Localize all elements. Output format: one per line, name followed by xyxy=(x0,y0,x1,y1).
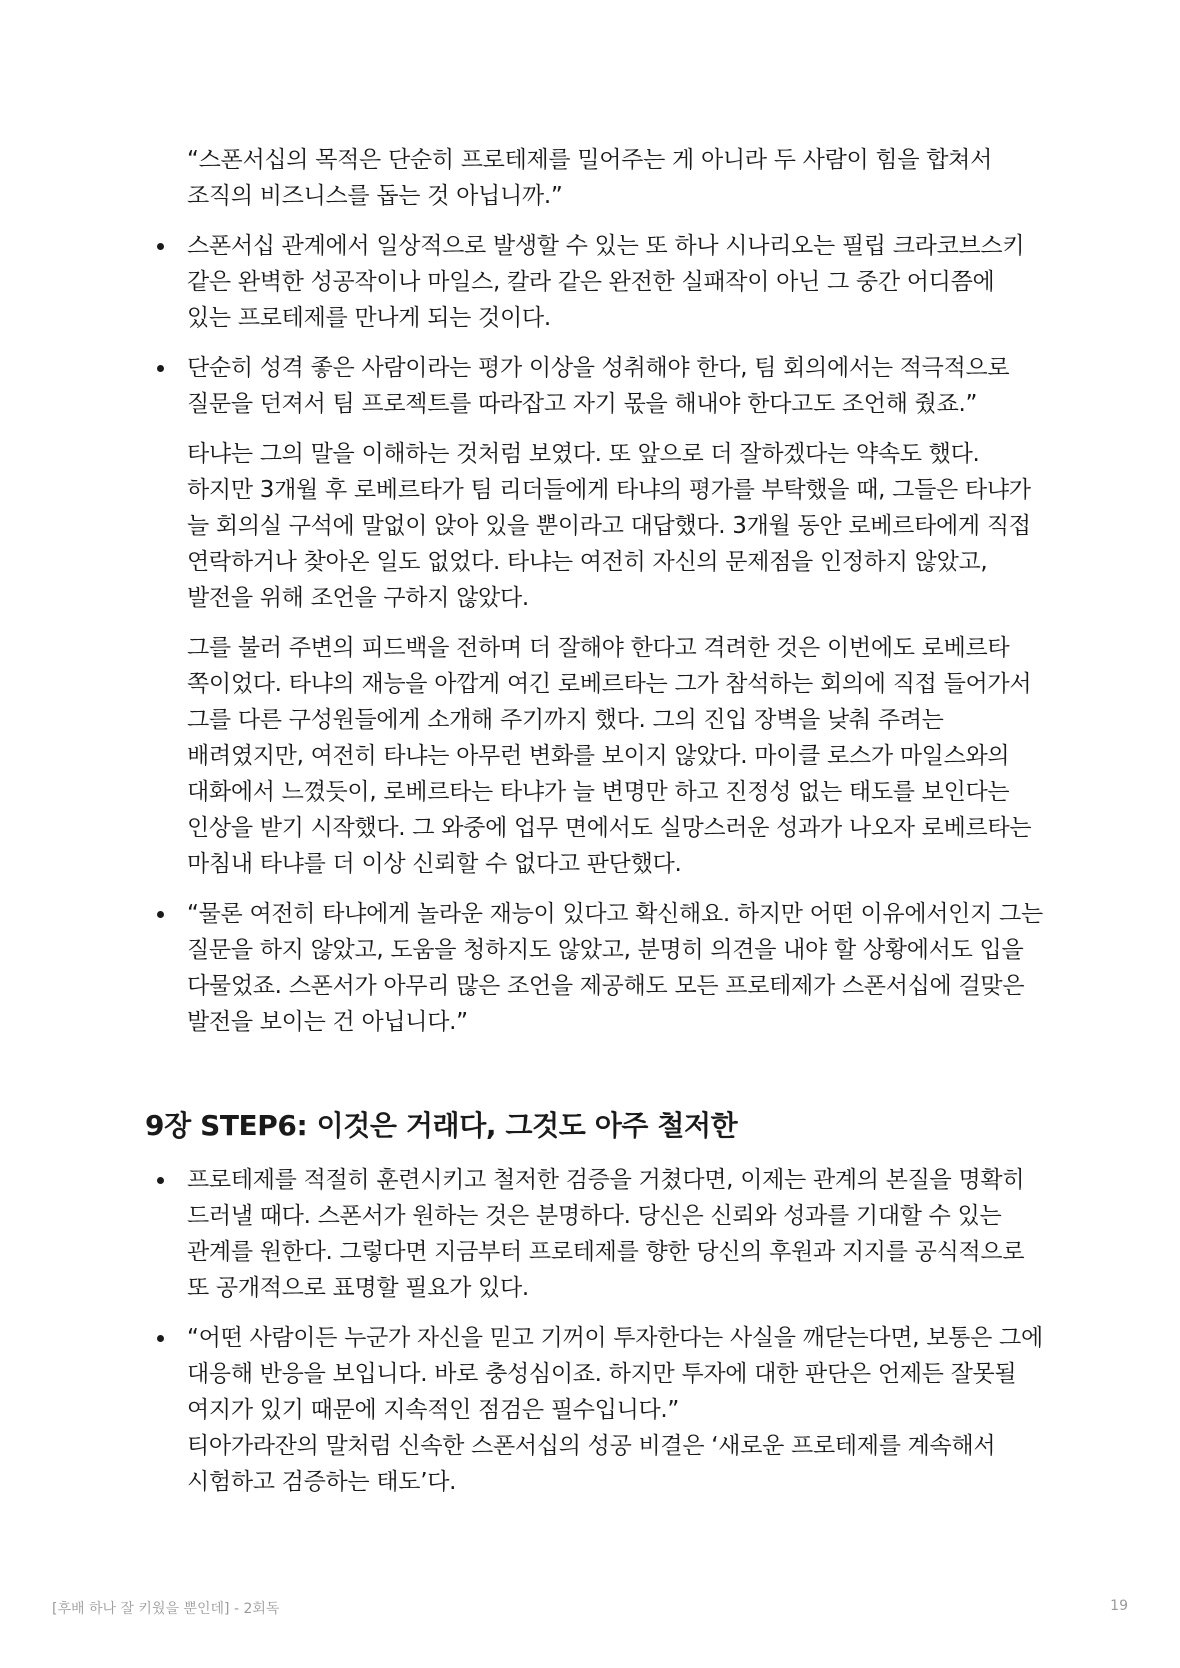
list-item-text: 스폰서십 관계에서 일상적으로 발생할 수 있는 또 하나 시나리오는 필립 크라코브스키 같은 완벽한 성공작이나 마일스, 칼라 같은 완전한 실패작이 아닌 그 중간 어디쯤에 있는 프로테제를 만나게 되는 것이다. xyxy=(187,233,1025,331)
list-item xyxy=(145,896,1045,1040)
list-item xyxy=(145,1320,1045,1500)
section-heading: 9장 STEP6: 이것은 거래다, 그것도 아주 철저한 xyxy=(145,1109,738,1142)
paragraph-text: 그를 불러 주변의 피드백을 전하며 더 잘해야 한다고 격려한 것은 이번에도 로베르타 쪽이었다. 타냐의 재능을 아깝게 여긴 로베르타는 그가 참석하는 회의에 직접 들어가서 그를 다른 구성원들에게 소개해 주기까지 했다. 그의 진입 장벽을 낮춰 주려는 배려였지만, 여전히 타냐는 아무런 변화를 보이지 않았다. 마이클 로스가 마일스와의 대화에서 느꼈듯이, 로베르타는 타냐가 늘 변명만 하고 진정성 없는 태도를 보인다는 인상을 받기 시작했다. 그 와중에 업무 면에서도 실망스러운 성과가 나오자 로베르타는 마침내 타냐를 더 이상 신뢰할 수 없다고 판단했다. xyxy=(187,635,1032,877)
bullet-icon xyxy=(157,1335,164,1342)
body-paragraph xyxy=(145,436,1045,616)
paragraph-text: 타냐는 그의 말을 이해하는 것처럼 보였다. 또 앞으로 더 잘하겠다는 약속도 했다. 하지만 3개월 후 로베르타가 팀 리더들에게 타냐의 평가를 부탁했을 때, 그들은 타냐가 늘 회의실 구석에 말없이 앉아 있을 뿐이라고 대답했다. 3개월 동안 로베르타에게 직접 연락하거나 찾아온 일도 없었다. 타냐는 여전히 자신의 문제점을 인정하지 않았고, 발전을 위해 조언을 구하지 않았다. xyxy=(187,441,1031,611)
quote-paragraph xyxy=(145,142,1045,214)
body-paragraph xyxy=(145,630,1045,882)
intro-quote: “스폰서십의 목적은 단순히 프로테제를 밀어주는 게 아니라 두 사람이 힘을 합쳐서 조직의 비즈니스를 돕는 것 아닙니까.” xyxy=(187,147,993,209)
list-item xyxy=(145,1162,1045,1306)
list-item-text: 티아가라잔의 말처럼 신속한 스폰서십의 성공 비결은 ‘새로운 프로테제를 계속해서 시험하고 검증하는 태도’다. xyxy=(187,1433,996,1495)
footer-book-title: [후배 하나 잘 키웠을 뿐인데] - 2회독 xyxy=(52,1601,280,1617)
bullet-icon xyxy=(157,1177,164,1184)
list-item-text: 프로테제를 적절히 훈련시키고 철저한 검증을 거쳤다면, 이제는 관계의 본질을 명확히 드러낼 때다. 스폰서가 원하는 것은 분명하다. 당신은 신뢰와 성과를 기대할 수 있는 관계를 원한다. 그렇다면 지금부터 프로테제를 향한 당신의 후원과 지지를 공식적으로 또 공개적으로 표명할 필요가 있다. xyxy=(187,1167,1025,1301)
list-item-text: 단순히 성격 좋은 사람이라는 평가 이상을 성취해야 한다, 팀 회의에서는 적극적으로 질문을 던져서 팀 프로젝트를 따라잡고 자기 몫을 해내야 한다고도 조언해 줬죠.” xyxy=(187,355,1010,417)
page-number: 19 xyxy=(1110,1598,1128,1614)
list-item-text: “물론 여전히 타냐에게 놀라운 재능이 있다고 확신해요. 하지만 어떤 이유에서인지 그는 질문을 하지 않았고, 도움을 청하지도 않았고, 분명히 의견을 내야 할 상황에서도 입을 다물었죠. 스폰서가 아무리 많은 조언을 제공해도 모든 프로테제가 스폰서십에 걸맞은 발전을 보이는 건 아닙니다.” xyxy=(187,901,1043,1035)
bullet-icon xyxy=(157,243,164,250)
bullet-icon xyxy=(157,911,164,918)
list-item-quote: “어떤 사람이든 누군가 자신을 믿고 기꺼이 투자한다는 사실을 깨닫는다면, 보통은 그에 대응해 반응을 보입니다. 바로 충성심이죠. 하지만 투자에 대한 판단은 언제든 잘못될 여지가 있기 때문에 지속적인 점검은 필수입니다.” xyxy=(187,1325,1043,1423)
list-item xyxy=(145,350,1045,422)
bullet-icon xyxy=(157,365,164,372)
list-item xyxy=(145,228,1045,336)
page-content xyxy=(145,142,1045,1500)
